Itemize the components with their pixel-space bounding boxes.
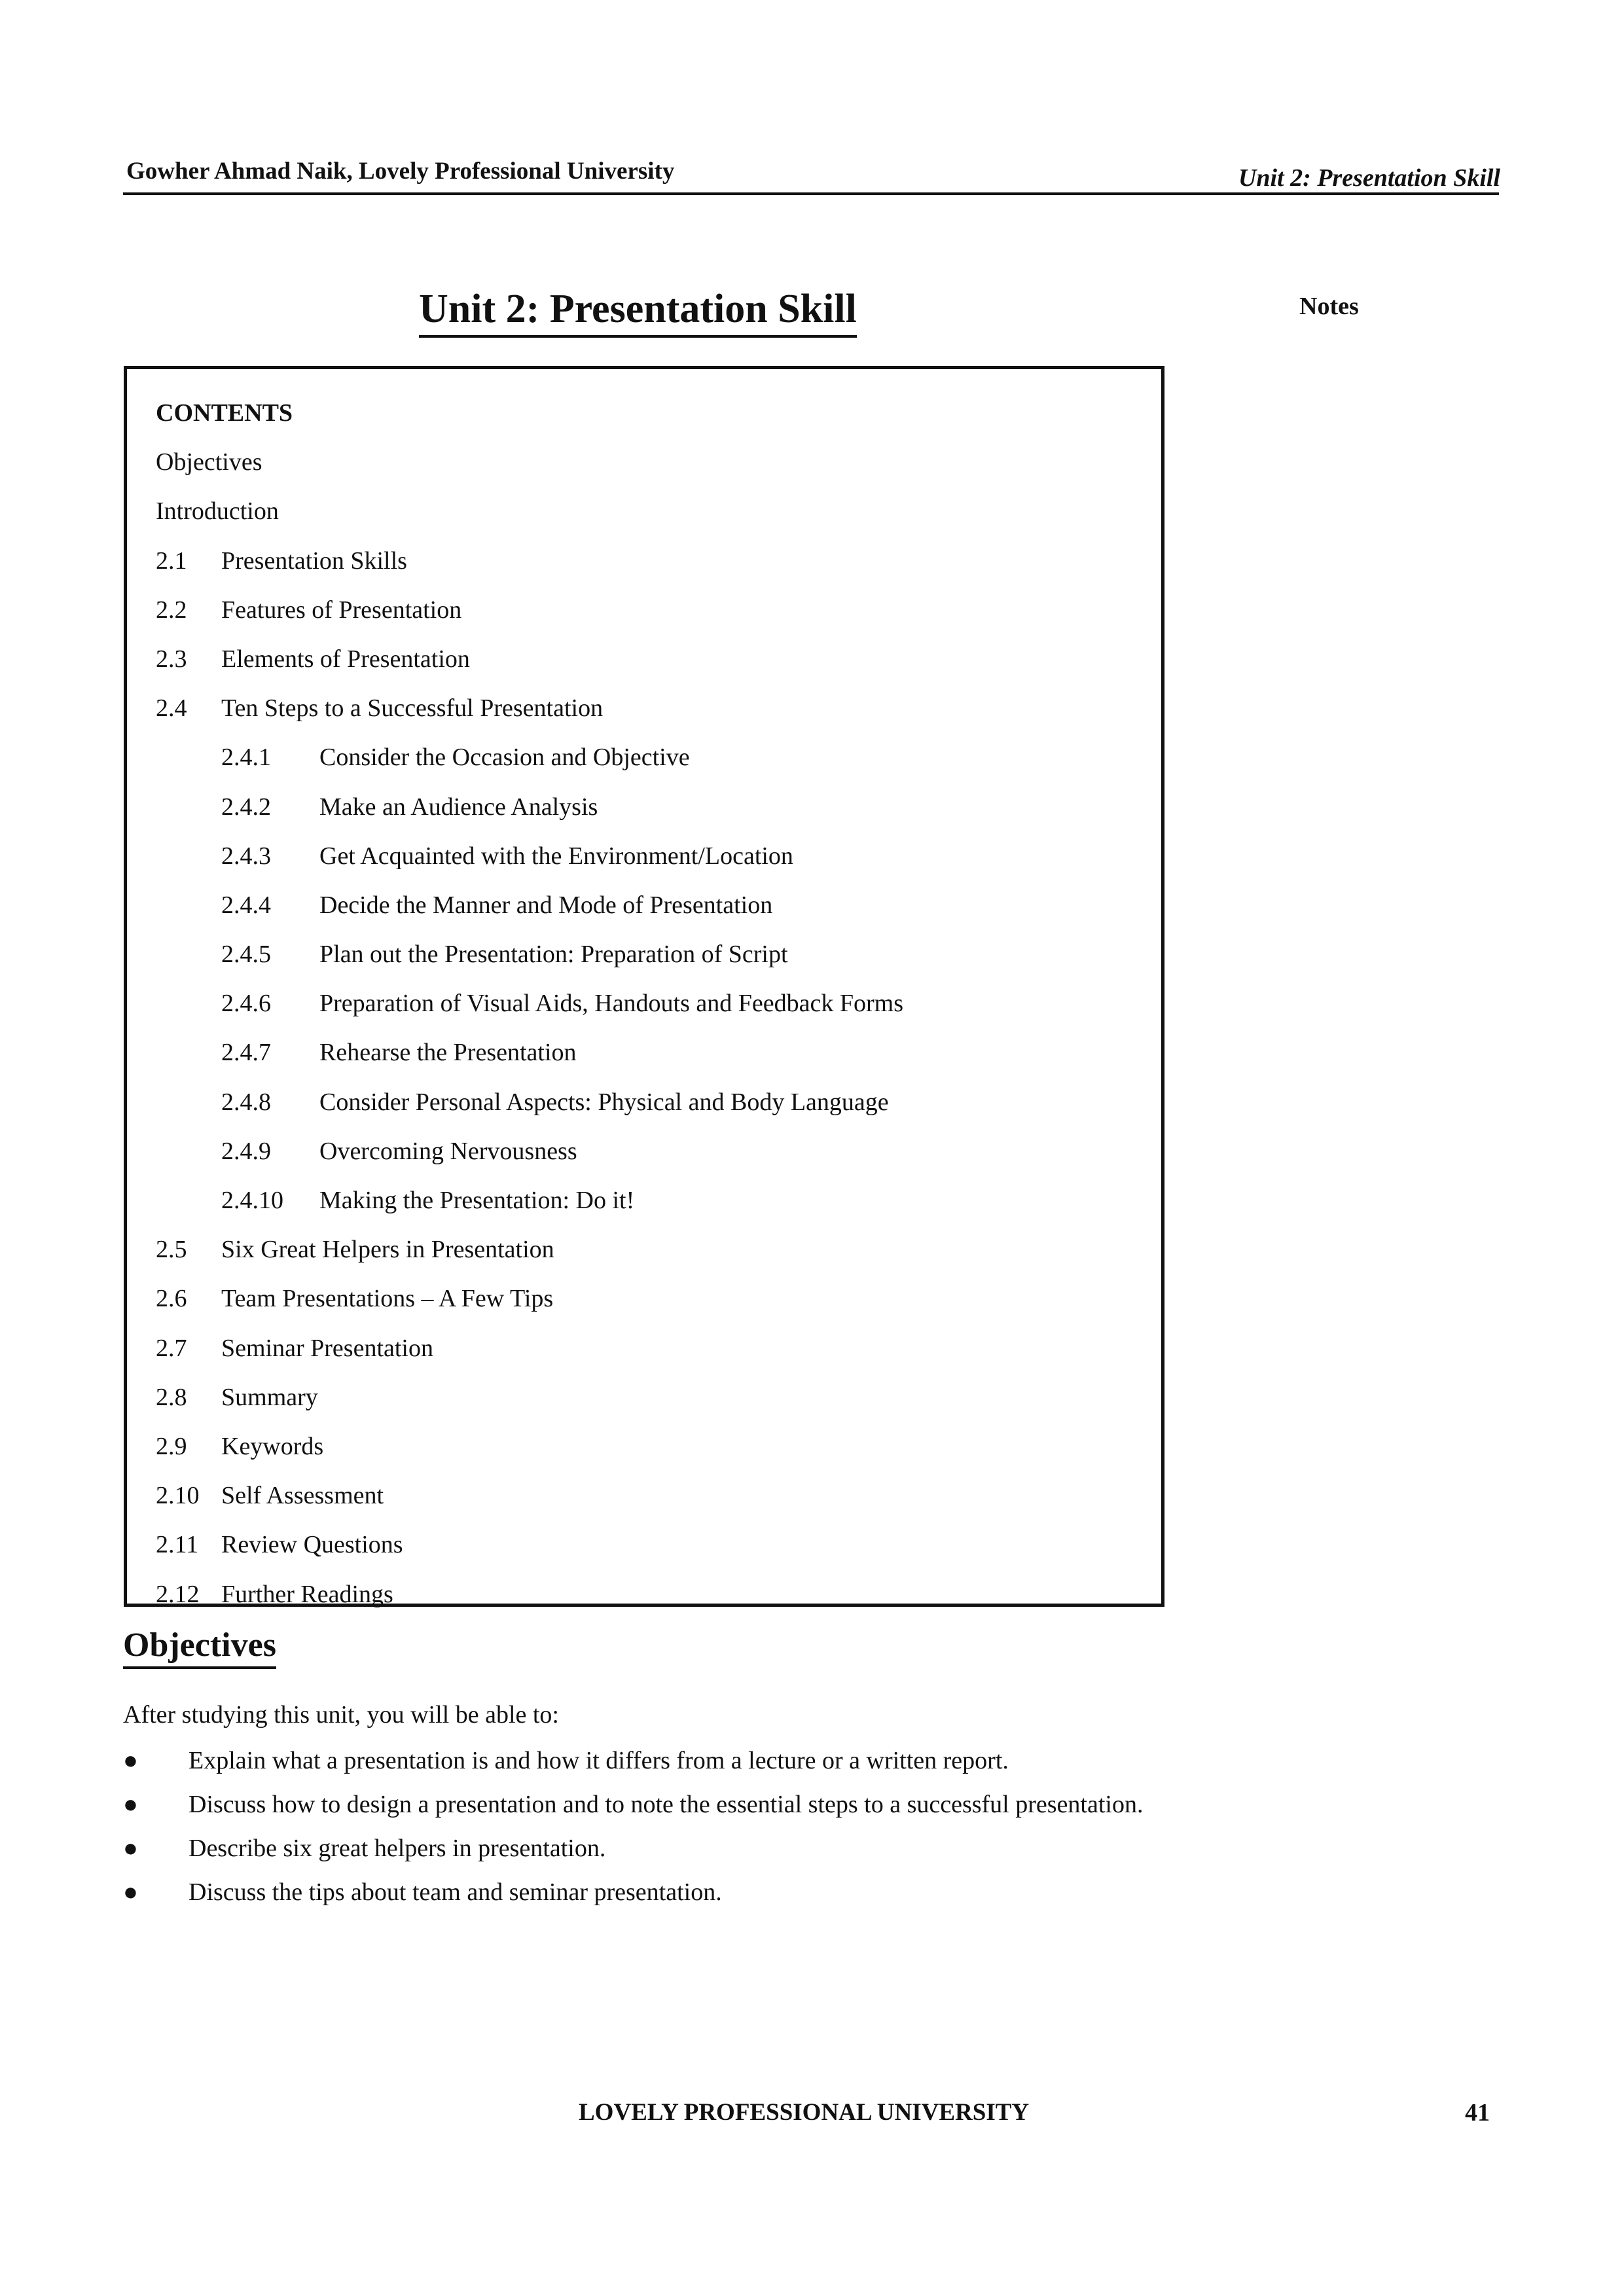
contents-entry-label: Presentation Skills <box>221 547 407 575</box>
bullet-icon: ● <box>123 1835 138 1862</box>
contents-entry <box>156 1570 1135 1619</box>
contents-entry-label: Further Readings <box>221 1580 393 1608</box>
contents-entry <box>156 1324 1135 1373</box>
contents-entry-label: Features of Presentation <box>221 596 462 624</box>
footer-university: LOVELY PROFESSIONAL UNIVERSITY <box>579 2099 1030 2126</box>
contents-entry <box>156 881 1135 930</box>
contents-entry-number: 2.7 <box>156 1334 187 1362</box>
contents-entry-label: Plan out the Presentation: Preparation of Script <box>319 941 788 969</box>
contents-entry-label: Rehearse the Presentation <box>319 1039 577 1067</box>
contents-entry-label: Make an Audience Analysis <box>319 793 598 821</box>
objective-text: Discuss the tips about team and seminar presentation. <box>189 1878 722 1906</box>
contents-entry-number: 2.11 <box>156 1531 199 1559</box>
header-rule <box>123 192 1499 195</box>
contents-entry-number: 2.3 <box>156 645 187 673</box>
contents-entry-number: 2.5 <box>156 1236 187 1264</box>
contents-entry-label: Objectives <box>156 448 262 476</box>
contents-entry-label: Summary <box>221 1383 318 1411</box>
bullet-icon: ● <box>123 1791 138 1818</box>
contents-entry-label: Team Presentations – A Few Tips <box>221 1285 554 1313</box>
contents-entry-number: 2.4.6 <box>221 990 271 1018</box>
contents-entry-number: 2.4.9 <box>221 1137 271 1165</box>
running-header-author: Gowher Ahmad Naik, Lovely Professional University <box>126 158 675 185</box>
contents-entry <box>156 1078 1135 1127</box>
contents-entry-number: 2.4.8 <box>221 1088 271 1116</box>
contents-entry <box>156 1274 1135 1323</box>
contents-entry-label: Seminar Presentation <box>221 1334 433 1362</box>
contents-entry-label: Introduction <box>156 497 279 526</box>
contents-entry-label: Keywords <box>221 1432 324 1460</box>
contents-entry-number: 2.8 <box>156 1383 187 1411</box>
contents-entry <box>156 586 1135 635</box>
contents-entry <box>156 733 1135 782</box>
contents-entry <box>156 438 1135 487</box>
contents-entry-label: Overcoming Nervousness <box>319 1137 577 1165</box>
contents-box <box>124 366 1164 1607</box>
objective-text: Describe six great helpers in presentation. <box>189 1835 606 1862</box>
contents-entry-label: Get Acquainted with the Environment/Location <box>319 842 793 870</box>
contents-entry-number: 2.4.7 <box>221 1039 271 1067</box>
contents-entry-number: 2.4.10 <box>221 1187 283 1214</box>
contents-entry <box>156 1422 1135 1471</box>
contents-entry-number: 2.4 <box>156 694 187 723</box>
contents-entry-number: 2.4.1 <box>221 744 271 772</box>
contents-entry-number: 2.6 <box>156 1285 187 1313</box>
objective-item <box>123 1744 1164 1778</box>
contents-entry <box>156 979 1135 1028</box>
contents-entry <box>156 635 1135 684</box>
objectives-intro: After studying this unit, you will be able to: <box>123 1701 559 1729</box>
running-header-unit: Unit 2: Presentation Skill <box>1238 164 1500 192</box>
contents-entry-label: Review Questions <box>221 1531 403 1559</box>
contents-entry-label: Making the Presentation: Do it! <box>319 1187 635 1214</box>
page-number: 41 <box>1465 2099 1490 2126</box>
contents-entry-number: 2.12 <box>156 1580 200 1608</box>
contents-heading: CONTENTS <box>156 399 293 427</box>
contents-entry <box>156 1127 1135 1176</box>
contents-entry <box>156 537 1135 586</box>
contents-entry-label: Six Great Helpers in Presentation <box>221 1236 554 1264</box>
contents-entry-number: 2.4.3 <box>221 842 271 870</box>
contents-entry-label: Consider Personal Aspects: Physical and Body Language <box>319 1088 889 1116</box>
contents-entry <box>156 930 1135 979</box>
objective-text: Explain what a presentation is and how it differs from a lecture or a written report. <box>189 1747 1009 1774</box>
page-title: Unit 2: Presentation Skill <box>419 287 857 338</box>
contents-entry <box>156 783 1135 832</box>
contents-entry-number: 2.4.5 <box>221 941 271 969</box>
contents-entry <box>156 487 1135 536</box>
contents-entry-label: Preparation of Visual Aids, Handouts and Feedback Forms <box>319 990 903 1018</box>
contents-entry <box>156 1176 1135 1225</box>
contents-entry <box>156 1225 1135 1274</box>
objective-item <box>123 1788 1164 1821</box>
contents-entry-label: Ten Steps to a Successful Presentation <box>221 694 604 723</box>
contents-entry-number: 2.9 <box>156 1432 187 1460</box>
contents-entry-label: Elements of Presentation <box>221 645 470 673</box>
contents-entry-number: 2.4.2 <box>221 793 271 821</box>
objectives-heading: Objectives <box>123 1626 276 1669</box>
contents-entry-label: Decide the Manner and Mode of Presentation <box>319 891 773 919</box>
contents-entry <box>156 1028 1135 1077</box>
objective-text: Discuss how to design a presentation and to note the essential steps to a successful presentation. <box>189 1791 1144 1818</box>
contents-entry-label: Consider the Occasion and Objective <box>319 744 690 772</box>
bullet-icon: ● <box>123 1878 138 1906</box>
objectives-list <box>123 1744 1164 1920</box>
notes-margin-label: Notes <box>1299 293 1359 320</box>
bullet-icon: ● <box>123 1747 138 1774</box>
contents-entry-label: Self Assessment <box>221 1482 384 1510</box>
contents-entry <box>156 1520 1135 1570</box>
contents-entry <box>156 684 1135 733</box>
contents-entry-number: 2.2 <box>156 596 187 624</box>
contents-entry <box>156 1471 1135 1520</box>
objective-item <box>123 1876 1164 1909</box>
contents-list <box>156 389 1135 1619</box>
contents-entry <box>156 1373 1135 1422</box>
contents-entry <box>156 832 1135 881</box>
objective-item <box>123 1832 1164 1865</box>
contents-entry-number: 2.10 <box>156 1482 200 1510</box>
contents-entry-number: 2.1 <box>156 547 187 575</box>
contents-entry-number: 2.4.4 <box>221 891 271 919</box>
